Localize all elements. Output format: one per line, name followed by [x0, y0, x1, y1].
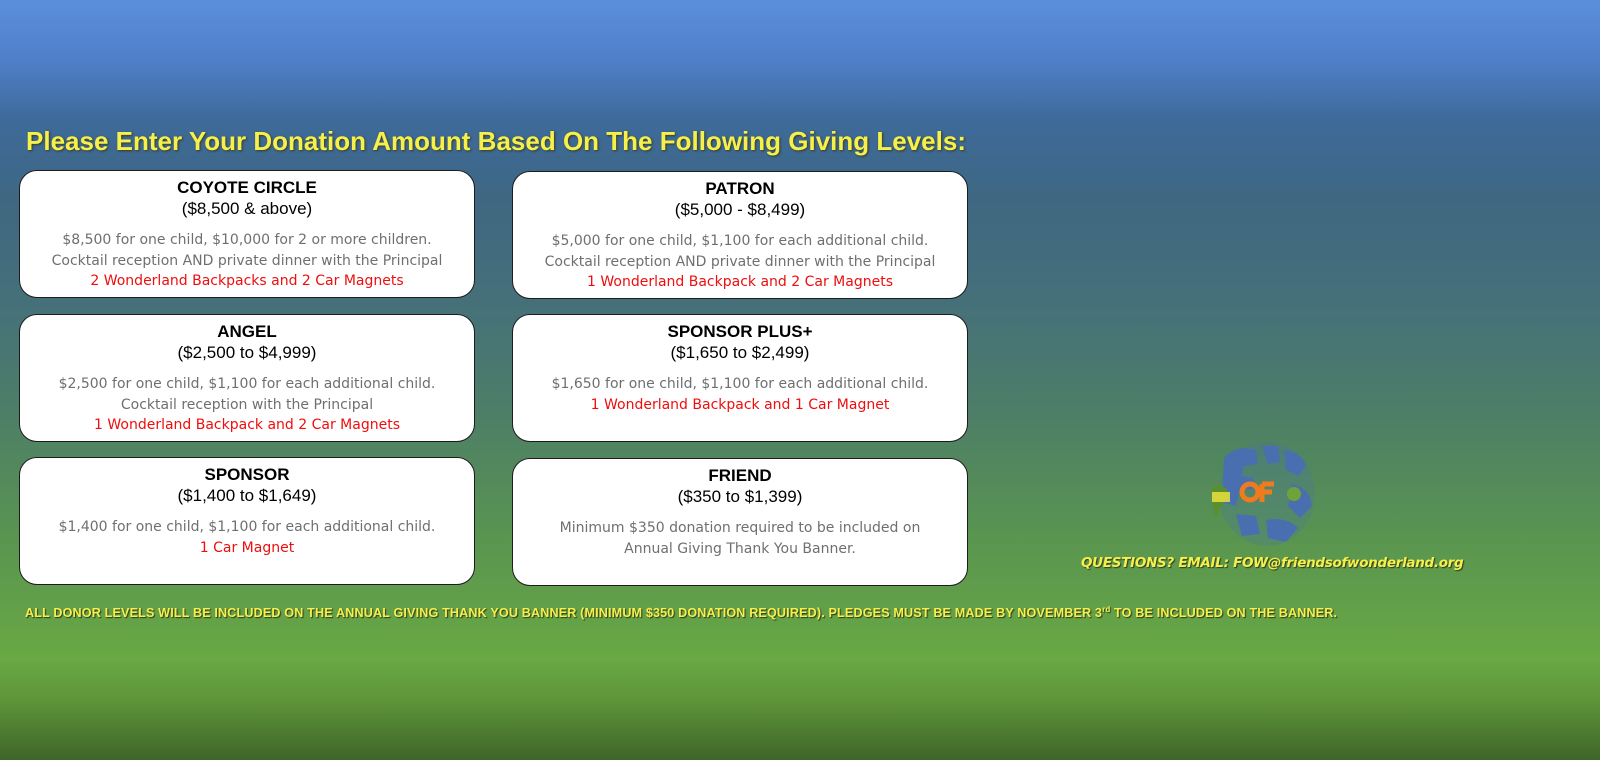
level-title: PATRON	[705, 179, 775, 198]
level-description: $8,500 for one child, $10,000 for 2 or more children.	[62, 232, 432, 248]
level-benefit: Cocktail reception AND private dinner with the Principal	[544, 253, 936, 270]
page-headline: Please Enter Your Donation Amount Based On The Following Giving Levels:	[26, 126, 966, 156]
level-title: COYOTE CIRCLE	[177, 178, 317, 197]
footer-note-end: TO BE INCLUDED ON THE BANNER.	[1110, 606, 1338, 620]
level-range: ($1,650 to $2,499)	[670, 343, 810, 362]
level-title: FRIEND	[708, 466, 772, 485]
level-reward: 2 Wonderland Backpacks and 2 Car Magnets	[90, 273, 404, 289]
giving-level-patron	[512, 171, 968, 299]
level-title: SPONSOR	[204, 465, 290, 484]
friends-of-wonderland-logo-icon	[1206, 436, 1324, 552]
level-reward: 1 Wonderland Backpack and 1 Car Magnet	[590, 396, 890, 413]
level-description-continued: Annual Giving Thank You Banner.	[624, 540, 856, 557]
questions-email: QUESTIONS? EMAIL: FOW@friendsofwonderland.org	[1081, 555, 1464, 571]
giving-level-sponsor-plus	[512, 314, 968, 442]
giving-level-coyote-circle	[19, 170, 475, 298]
level-range: ($1,400 to $1,649)	[177, 486, 317, 505]
level-range: ($5,000 - $8,499)	[674, 200, 806, 219]
level-description: $2,500 for one child, $1,100 for each additional child.	[58, 376, 436, 392]
level-reward: 1 Wonderland Backpack and 2 Car Magnets	[587, 274, 893, 290]
level-description: $1,650 for one child, $1,100 for each additional child.	[551, 376, 929, 392]
giving-level-angel	[19, 314, 475, 442]
level-reward: 1 Car Magnet	[199, 539, 295, 556]
level-description: $5,000 for one child, $1,100 for each additional child.	[551, 233, 929, 249]
level-benefit: Cocktail reception AND private dinner with the Principal	[51, 252, 443, 269]
level-benefit: Cocktail reception with the Principal	[120, 396, 374, 413]
level-description: Minimum $350 donation required to be included on	[559, 520, 921, 536]
level-reward: 1 Wonderland Backpack and 2 Car Magnets	[94, 417, 400, 433]
level-description: $1,400 for one child, $1,100 for each additional child.	[58, 519, 436, 535]
level-range: ($350 to $1,399)	[677, 487, 803, 506]
footer-note	[25, 605, 1337, 620]
giving-level-friend	[512, 458, 968, 586]
level-title: SPONSOR PLUS+	[667, 322, 813, 341]
giving-level-sponsor	[19, 457, 475, 585]
level-title: ANGEL	[217, 322, 277, 341]
level-range: ($2,500 to $4,999)	[177, 343, 317, 362]
footer-note-main: ALL DONOR LEVELS WILL BE INCLUDED ON THE ANNUAL GIVING THANK YOU BANNER (MINIMUM $350 DONATION REQUIRED). PLEDGES MUST BE MADE BY NOVEMBER 3	[25, 606, 1103, 620]
level-range: ($8,500 & above)	[181, 199, 313, 218]
footer-note-ordinal: rd	[1102, 605, 1111, 614]
